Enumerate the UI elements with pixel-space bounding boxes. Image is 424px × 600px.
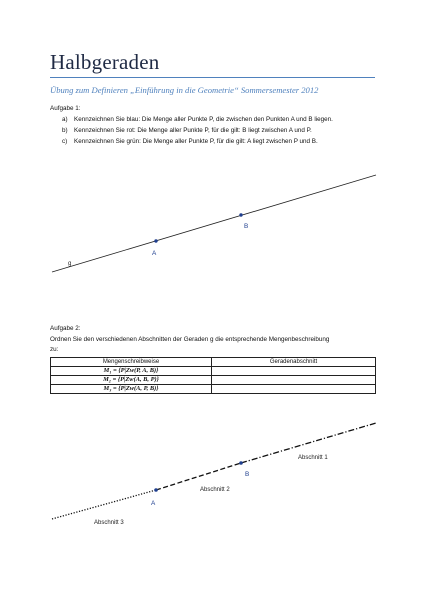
table-cell-set: M₁ = {P|Zw(P, A, B)} [51, 367, 212, 376]
table-header-set: Mengenschreibweise [51, 358, 212, 367]
section-2-label: Abschnitt 2 [200, 487, 230, 493]
task1-item-c-text: Kennzeichnen Sie grün: Die Menge aller Punkte P, für die gilt: A liegt zwischen P und B. [74, 138, 318, 145]
table-header-section: Geradenabschnitt [212, 358, 376, 367]
task1-item-c-mark: c) [62, 138, 68, 145]
section-1-label: Abschnitt 1 [298, 455, 328, 461]
task1-item-a-mark: a) [62, 116, 68, 123]
page-subtitle: Übung zum Definieren „Einführung in die Geometrie“ Sommersemester 2012 [50, 85, 319, 95]
section-2-segment [156, 463, 241, 490]
table-cell-set: M₂ = {P|Zw(A, B, P)} [51, 376, 212, 385]
task2-instruction-cont: zu: [50, 346, 59, 353]
section-3-ray [52, 490, 156, 519]
task1-item-b-text: Kennzeichnen Sie rot: Die Menge aller Punkte P, für die gilt: B liegt zwischen A und P. [74, 127, 312, 134]
task1-item-a-text: Kennzeichnen Sie blau: Die Menge aller Punkte P, die zwischen den Punkten A und B liegen. [74, 116, 333, 123]
line-g-label: g [68, 261, 72, 267]
task2-heading: Aufgabe 2: [50, 325, 81, 332]
point-b-label: B [245, 471, 250, 478]
point-b-label: B [244, 223, 249, 230]
point-a-label: A [151, 500, 156, 507]
task1-heading: Aufgabe 1: [50, 105, 81, 112]
point-a-marker [154, 488, 158, 492]
page-title: Halbgeraden [50, 50, 160, 74]
task1-item-b-mark: b) [62, 127, 68, 134]
section-3-label: Abschnitt 3 [94, 520, 124, 526]
point-b-marker [239, 461, 243, 465]
table-cell-set: M₃ = {P|Zw(A, P, B)} [51, 385, 212, 394]
point-a-label: A [152, 250, 157, 257]
task2-instruction: Ordnen Sie den verschiedenen Abschnitten der Geraden g die entsprechende Mengenbeschreibung [50, 336, 330, 343]
